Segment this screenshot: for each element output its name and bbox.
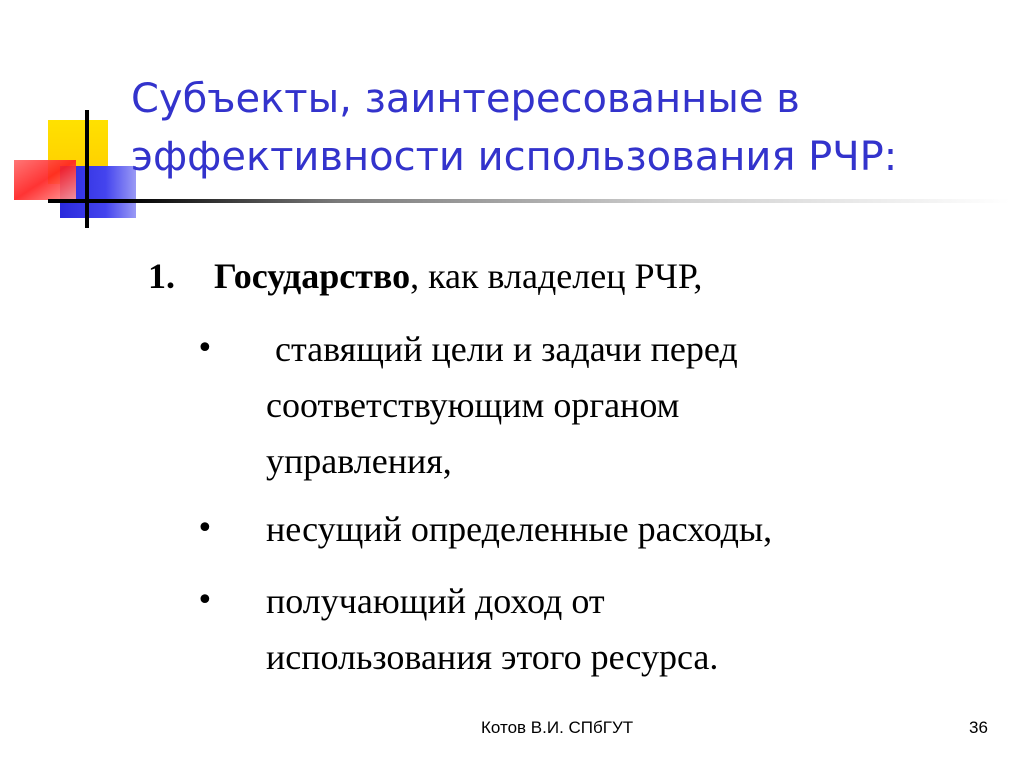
bullet-line: несущий определенные расходы, (266, 509, 773, 549)
page-number: 36 (969, 718, 988, 737)
title-line: Субъекты, заинтересованные в (131, 76, 800, 122)
item-number: 1. (148, 256, 175, 296)
bullet-icon: • (196, 511, 214, 546)
bullet-line: ставящий цели и задачи перед (266, 329, 738, 369)
bullet-line: использования этого ресурса. (266, 637, 719, 677)
numbered-item (148, 248, 702, 304)
bullet-icon: • (196, 331, 214, 366)
bullet-line: соответствующим органом (266, 385, 680, 425)
bullet-text (266, 501, 966, 557)
item-bold-text: Государство (214, 256, 411, 296)
bullet-line: получающий доход от (266, 581, 605, 621)
bullet-text (266, 573, 966, 685)
title-line: эффективности использования РЧР: (131, 134, 898, 180)
bullet-icon: • (196, 583, 214, 618)
bullet-text (266, 321, 966, 489)
item-text: , как владелец РЧР, (410, 256, 703, 296)
bullet-line: управления, (266, 441, 452, 481)
footer-author: Котов В.И. СПбГУТ (481, 718, 634, 737)
